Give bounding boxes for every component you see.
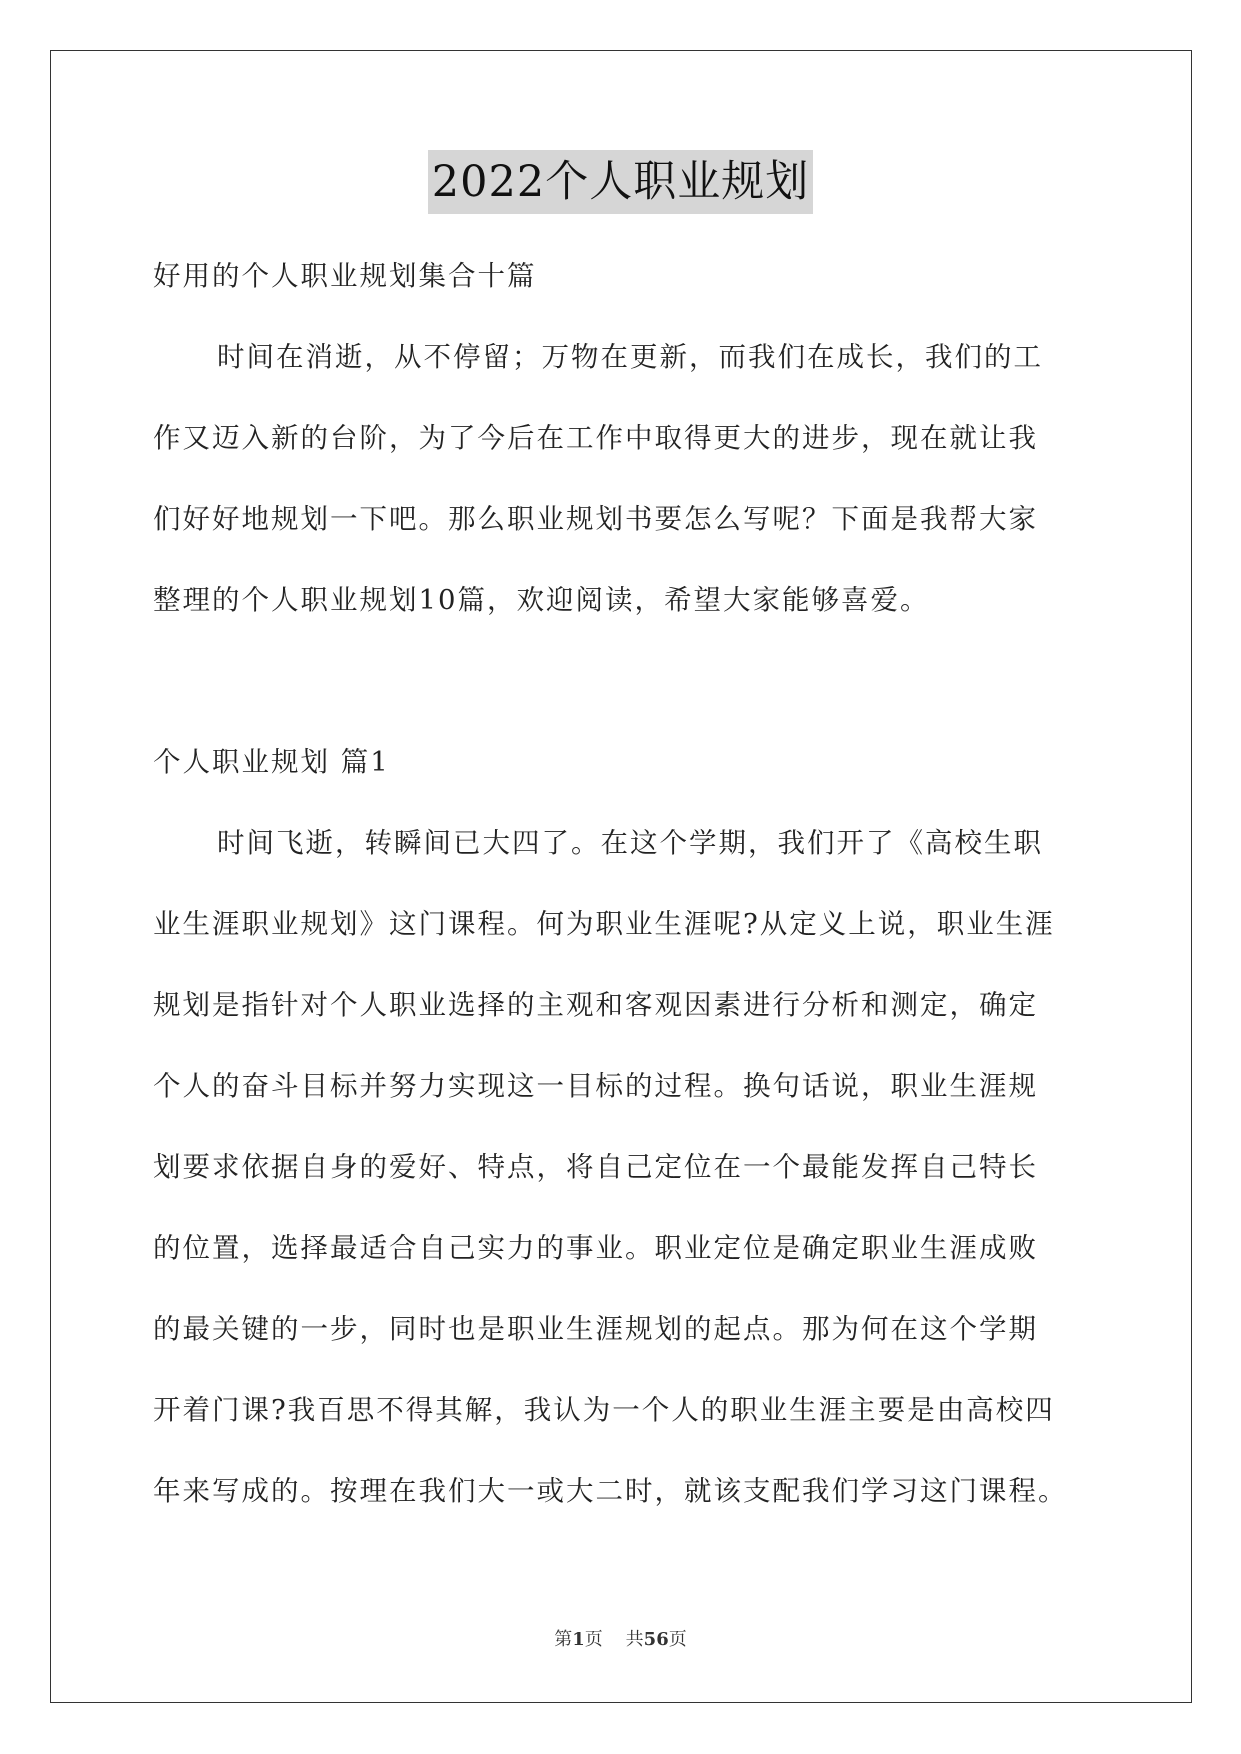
- page-number: 1: [572, 1629, 585, 1650]
- section-line: 开着门课?我百思不得其解，我认为一个人的职业生涯主要是由高校四: [153, 1394, 1055, 1426]
- section-line: 规划是指针对个人职业选择的主观和客观因素进行分析和测定，确定: [153, 989, 1038, 1021]
- page-total: 56: [643, 1629, 669, 1650]
- paragraph-gap: [153, 641, 1113, 722]
- total-prefix: 共: [625, 1629, 644, 1650]
- section-line: 个人的奋斗目标并努力实现这一目标的过程。换句话说，职业生涯规: [153, 1070, 1038, 1102]
- page-footer: [0, 1625, 1241, 1651]
- title-container: [0, 150, 1241, 214]
- page-prefix: 第: [554, 1629, 573, 1650]
- document-subtitle: 好用的个人职业规划集合十篇: [153, 260, 537, 292]
- section-line: 业生涯职业规划》这门课程。何为职业生涯呢?从定义上说，职业生涯: [153, 908, 1055, 940]
- intro-line: 整理的个人职业规划10篇，欢迎阅读，希望大家能够喜爱。: [153, 584, 930, 616]
- total-suffix: 页: [668, 1629, 687, 1650]
- section-line: 划要求依据自身的爱好、特点，将自己定位在一个最能发挥自己特长: [153, 1151, 1038, 1183]
- section-heading: 个人职业规划 篇1: [153, 746, 390, 778]
- section-line: 年来写成的。按理在我们大一或大二时，就该支配我们学习这门课程。: [153, 1475, 1068, 1507]
- page-suffix: 页: [584, 1629, 603, 1650]
- document-body: [153, 236, 1113, 1532]
- intro-line: 时间在消逝，从不停留；万物在更新，而我们在成长，我们的工: [217, 341, 1043, 373]
- section-line: 的最关键的一步，同时也是职业生涯规划的起点。那为何在这个学期: [153, 1313, 1038, 1345]
- intro-line: 作又迈入新的台阶，为了今后在工作中取得更大的进步，现在就让我: [153, 422, 1038, 454]
- document-title: 2022个人职业规划: [428, 150, 813, 214]
- section-line: 的位置，选择最适合自己实力的事业。职业定位是确定职业生涯成败: [153, 1232, 1038, 1264]
- section-line: 时间飞逝，转瞬间已大四了。在这个学期，我们开了《高校生职: [217, 827, 1043, 859]
- intro-line: 们好好地规划一下吧。那么职业规划书要怎么写呢？下面是我帮大家: [153, 503, 1038, 535]
